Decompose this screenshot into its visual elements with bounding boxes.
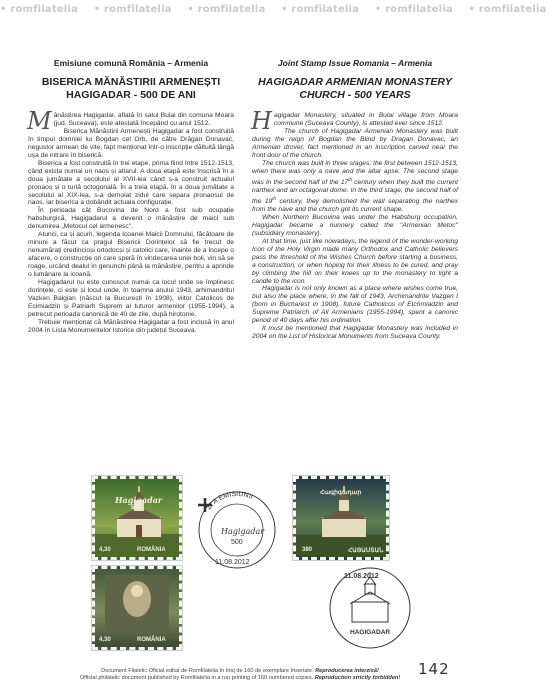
stamp-value: 4,30 [99, 547, 111, 553]
postmark-years: 500 [231, 539, 243, 546]
watermark-strip [0, 4, 547, 20]
stamp-country: ROMÂNIA [137, 547, 166, 553]
english-column [252, 58, 458, 341]
footer-line-en [0, 675, 480, 682]
english-title-line1: HAGIGADAR ARMENIAN MONASTERY [258, 76, 452, 88]
english-paragraph: Hagigadar is not only known as a place where wishes come true, but also the place where, in the fall of 1943, Archimandrite Vazgen I (born in Bucharest in 1908), future Catholicos of Etchmiadzin and Supreme Patriarch of All Armenians (1955-1994), spent a canonic period of 40 days after his ordination. [252, 285, 458, 325]
paragraph-text: century when they built the current narthex and an octagonal dome. In the third stage, the second half of the 19 [252, 178, 458, 205]
church-illustration-icon [95, 479, 179, 557]
footer-restriction: Reproducerea interzisă! [315, 668, 379, 674]
stamp-name: Հագիգադար [320, 490, 362, 496]
armenian-postmark [320, 560, 415, 655]
romanian-title-line2: HAGIGADAR - 500 DE ANI [66, 89, 196, 101]
romanian-paragraph: Trebuie menționat că Mănăstirea Hagigadar a fost inclusă în anul 2004 în Lista Monumentelor Istorice din județul Suceava. [28, 318, 234, 334]
paragraph-text: The church was built in three stages, the first between 1512-1513, when there was only a nave and the altar apse. The second stage was in the second half of the 17 [252, 159, 458, 186]
footer-text: Official philatelic document published by Romfilatelia in a run printing of 160 numbered copies. [79, 675, 314, 681]
superscript: th [272, 195, 277, 201]
romanian-paragraph: Hagigadarul nu este cunoscut numai ca locul unde se împlinesc dorințele, ci este și locul unde, în toamna anului 1943, arhimandritul Vazken Balgian (născut la București în 1908), viitor Catolicos de Ecimiadzin și Patriarh Suprem al tuturor armenilor (1955-1994), a petrecut perioada canonică de 40 de zile, după hirotonie. [28, 279, 234, 318]
postmark-arc-text: ZI A EMISIUNII [205, 490, 254, 512]
english-body [251, 107, 458, 341]
watermark-text: • romfilatelia [93, 4, 172, 15]
superscript: th [348, 176, 353, 182]
romanian-title-line1: BISERICA MĂNĂSTIRII ARMENEȘTI [41, 76, 221, 88]
watermark-text: • romfilatelia [187, 4, 266, 15]
postmark-date: 11.08.2012 [344, 573, 379, 580]
english-paragraph: When Northern Bucovina was under the Habsburg occupation, Hagigadar became a nunnery called the "Armenian Metoc" (subsidiary monastery). [252, 213, 458, 237]
paragraph-text: agigadar Monastery, situated in Bulai village from Moara commune (Suceava County), is attested ever since 1512. [273, 112, 458, 127]
paragraph-text: ănăstirea Hagigadar, aflată în satul Bulai din comuna Moara (jud. Suceava), este atestată începând cu anul 1512. [53, 112, 234, 127]
watermark-text: • romfilatelia [281, 4, 360, 15]
stamp-value: 380 [302, 547, 313, 553]
english-title-line2: CHURCH - 500 YEARS [299, 89, 411, 101]
romanian-stamp-icon [92, 566, 182, 650]
romanian-paragraph: Atunci, ca și acum, legenda Icoanei Maicii Domnului, făcătoare de minuni a făcut ca pragul Bisericii Dorințelor să fie trecut de nenumărați credincioși ortodocși și catolici care, înainte de a începe o afacere, o construcție ori care speră în vindecarea unei boli, vin să se roage, urcând dealul în genunchi până la mănăstire, pentru a aprinde o lumânare la icoană. [28, 231, 234, 279]
postmark-name: HAGIGADAR [350, 629, 391, 636]
romanian-column [28, 58, 234, 335]
dropcap: H [251, 107, 272, 135]
stamp-country: ՀԱՅԱՍՏԱՆ [348, 548, 384, 554]
footer-notice [0, 668, 480, 682]
english-paragraph [251, 107, 458, 135]
armenian-stamp-church [293, 476, 389, 560]
english-title [252, 76, 458, 102]
footer-text: Document Filatelic Oficial editat de Romfilatelia în tiraj de 160 de exemplare înseriate. [101, 668, 314, 674]
romanian-paragraph: Biserica Mănăstirii Armenești Hagigadar a fost construită în timpul domniei lui Bogdan cel Orb, de către Drăgan Donavac, negustor armean de vite, fapt menționat într-o inscripție dăltuită lângă ușa de intrare în biserică. [28, 127, 234, 159]
icon-illustration-icon [95, 569, 179, 647]
romanian-postmark [185, 478, 285, 578]
postmark-name: Hagigadar [221, 527, 265, 536]
paragraph-text: century, they demolished the wall separating the narthex from the nave and the church got its current shape. [252, 198, 458, 213]
stamp-value: 4,30 [99, 637, 111, 643]
romanian-stamp-church [92, 476, 182, 560]
english-paragraph [252, 160, 458, 214]
english-paragraph: The church of Hagigadar Armenian Monastery was built during the reign of Bogdan the Blind by Dragan Donavac, an Armenian drover, fact mentioned in an inscription carved near the front door of the church. [252, 127, 458, 159]
watermark-text: • romfilatelia [0, 4, 79, 15]
romanian-paragraph [27, 107, 234, 135]
footer-line-ro [0, 668, 480, 675]
watermark-text: • romfilatelia [374, 4, 453, 15]
romanian-paragraph: Biserica a fost construită în trei etape, prima fiind între 1512-1513, când exista numai un naos și altarul. A doua etapă este înscrisă în a doua jumătate a secolului al XVII-lea când s-a construit actualul pronaos și o turlă octogonală. În a treia etapă, în a doua jumătate a secolului al XIX-lea, s-a demolat zidul care separa pronaosul de naos, iar biserica a dobândit actuala configurație. [28, 159, 234, 207]
romanian-paragraph: În perioada cât Bucovina de Nord a fost sub ocupație habsburgică, Hagigadarul a devenit o mănăstire de maici sub denumirea „Metocul cel armenesc". [28, 207, 234, 231]
postmark-date: 11.08.2012 [215, 559, 250, 566]
stamp-country: ROMÂNIA [137, 637, 166, 643]
english-paragraph: At that time, just like nowadays, the legend of the wonder-working Icon of the Holy Virgin made many Orthodox and Catholic believers pass the threshold of the Wishes Church before starting a business, a construction, or when hoping for their illness to be cured, and pray by climbing the hill on their knees up to the monastery to light a candle to the icon. [252, 237, 458, 285]
watermark-text: • romfilatelia [468, 4, 547, 15]
stamp-subtitle: 500 [131, 505, 142, 511]
english-paragraph: It must be mentioned that Hagigadar Monastery was included in 2004 on the List of Historical Monuments from Suceava County. [252, 325, 458, 341]
footer-restriction: Reproduction strictly forbidden! [314, 675, 401, 681]
romanian-subtitle: Emisiune comună România – Armenia [53, 58, 209, 68]
page-number: 142 [418, 660, 450, 678]
romanian-body [27, 107, 234, 335]
dropcap: M [27, 107, 52, 135]
romanian-title [28, 76, 234, 102]
stamp-name: Hagigadar [115, 495, 163, 505]
english-subtitle: Joint Stamp Issue Romania – Armenia [277, 58, 433, 68]
